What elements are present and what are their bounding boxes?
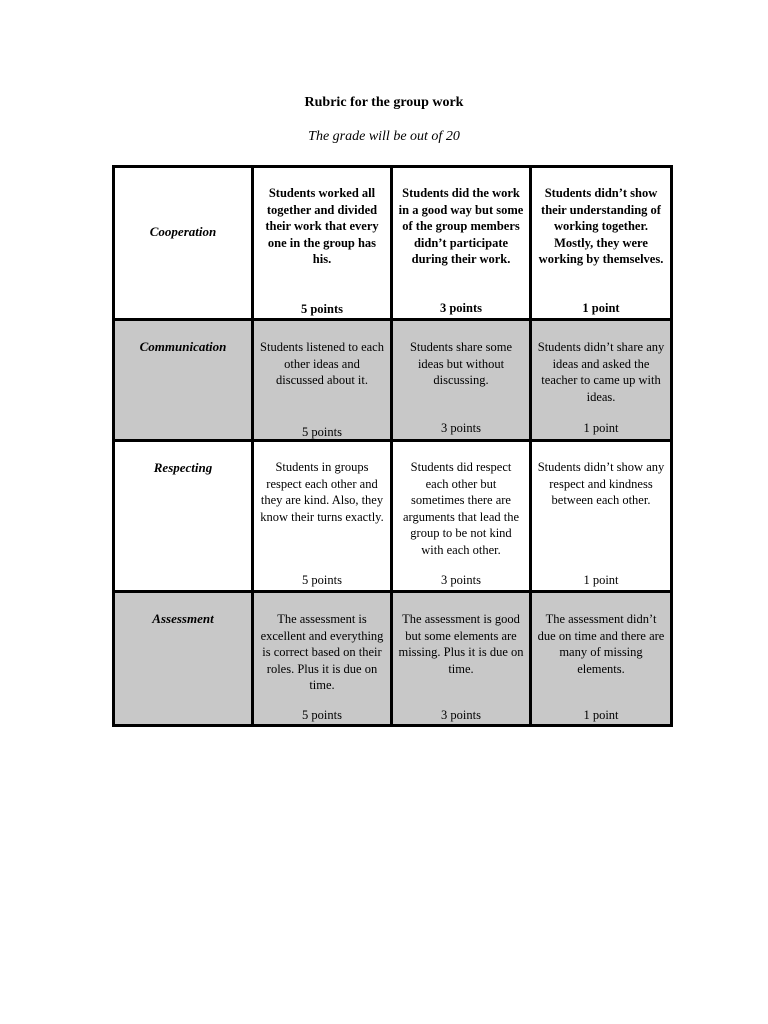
rubric-cell [392,441,531,592]
cell-points: 5 points [302,425,342,439]
criterion-label: Communication [139,339,227,354]
cell-description: Students did the work in a good way but some of the group members didn’t participate during their work. [398,186,524,266]
criterion-cell [114,167,253,320]
cell-points: 3 points [439,301,483,315]
rubric-cell [392,167,531,320]
rubric-row-respecting [114,441,672,592]
cell-points: 1 point [583,421,619,435]
rubric-cell [253,592,392,726]
rubric-cell [531,167,672,320]
cell-description: Students in groups respect each other and they are kind. Also, they know their turns exactly. [260,460,384,524]
cell-points: 5 points [302,708,342,722]
rubric-row-communication [114,320,672,441]
rubric-cell [253,441,392,592]
cell-points: 3 points [441,421,481,435]
criterion-cell [114,592,253,726]
rubric-table [112,165,673,727]
rubric-cell [531,592,672,726]
criterion-label: Respecting [153,460,213,475]
cell-points: 1 point [583,573,619,587]
document-title: Rubric for the group work [304,95,464,110]
cell-description: Students listened to each other ideas and discussed about it. [260,340,384,387]
cell-description: Students didn’t share any ideas and asked the teacher to came up with ideas. [537,340,665,404]
cell-points: 5 points [300,302,344,316]
criterion-label: Cooperation [149,224,217,239]
cell-description: The assessment didn’t due on time and there are many of missing elements. [537,612,665,676]
cell-points: 1 point [582,301,620,315]
rubric-cell [253,167,392,320]
rubric-cell [531,320,672,441]
cell-description: Students didn’t show their understanding of working together. Mostly, they were working by themselves. [538,186,664,266]
cell-points: 1 point [583,708,619,722]
criterion-label: Assessment [152,611,214,626]
rubric-cell [253,320,392,441]
cell-description: The assessment is excellent and everything is correct based on their roles. Plus it is due on time. [260,612,384,692]
cell-points: 3 points [441,573,481,587]
cell-description: Students worked all together and divided their work that every one in the group has his. [265,186,379,266]
criterion-cell [114,441,253,592]
cell-points: 3 points [441,708,481,722]
criterion-cell [114,320,253,441]
cell-description: Students didn’t show any respect and kindness between each other. [537,460,665,507]
document-subtitle: The grade will be out of 20 [308,129,460,144]
rubric-cell [531,441,672,592]
rubric-row-cooperation [114,167,672,320]
rubric-cell [392,592,531,726]
cell-description: Students share some ideas but without discussing. [409,340,513,387]
cell-description: The assessment is good but some elements are missing. Plus it is due on time. [398,612,524,676]
cell-points: 5 points [302,573,342,587]
rubric-row-assessment [114,592,672,726]
rubric-cell [392,320,531,441]
cell-description: Students did respect each other but sometimes there are arguments that lead the group to be not kind with each other. [402,460,520,557]
